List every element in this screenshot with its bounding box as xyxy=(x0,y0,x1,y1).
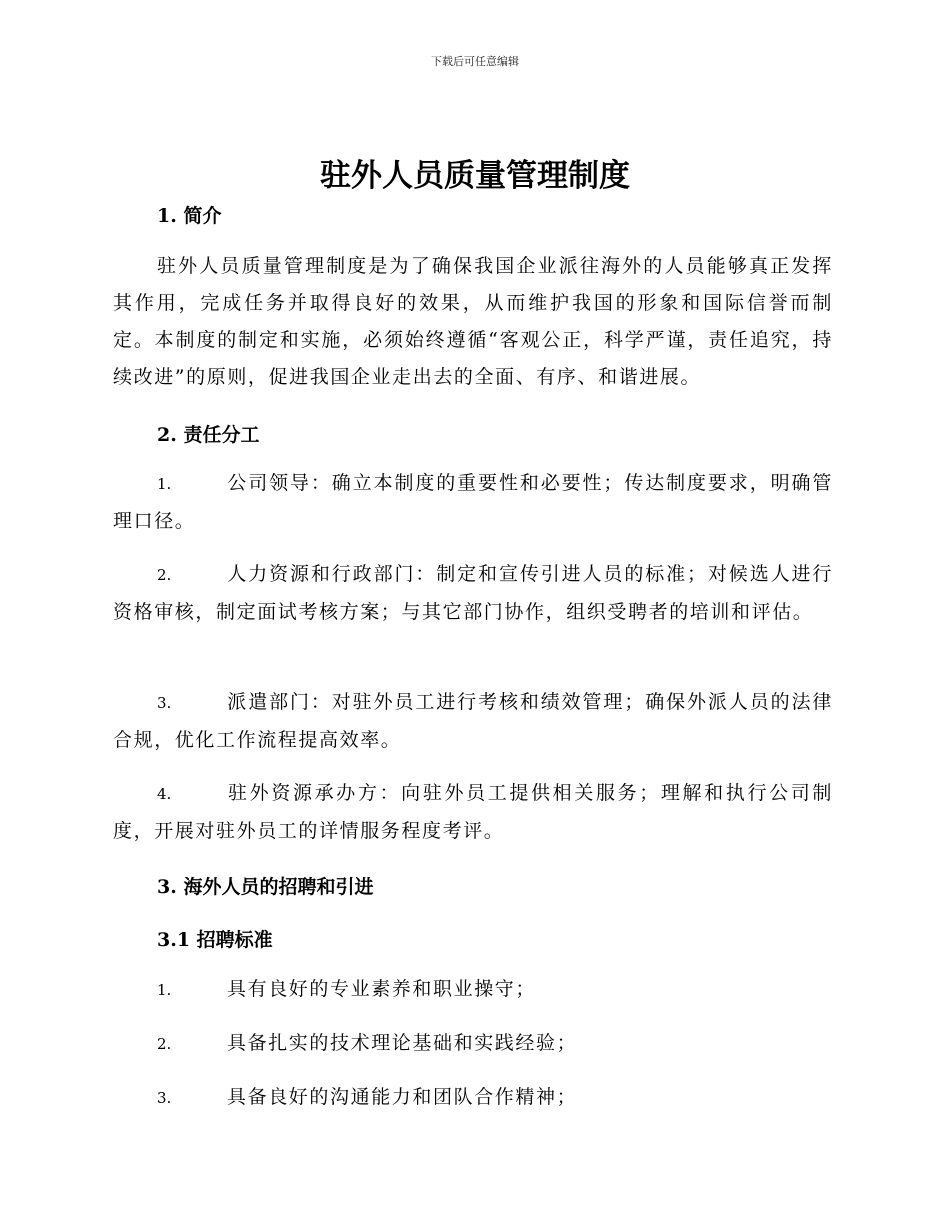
item-text: 具有良好的专业素养和职业操守； xyxy=(227,978,537,1000)
section-heading-responsibilities: 2. 责任分工 xyxy=(157,424,260,446)
intro-paragraph: 驻外人员质量管理制度是为了确保我国企业派往海外的人员能够真正发挥其作用，完成任务并取得良好的效果，从而维护我国的形象和国际信誉而制定。本制度的制定和实施，必须始终遵循“客观公正，科学严谨，责任追究，持续改进”的原则，促进我国企业走出去的全面、有序、和谐进展。 xyxy=(113,255,833,388)
item-number: 2. xyxy=(157,566,172,584)
item-number: 2. xyxy=(157,1035,172,1053)
section-heading-recruitment: 3. 海外人员的招聘和引进 xyxy=(157,876,374,898)
criteria-item xyxy=(113,971,833,1009)
item-number: 1. xyxy=(157,475,172,493)
item-text: 公司领导：确立本制度的重要性和必要性；传达制度要求，明确管理口径。 xyxy=(113,472,833,532)
item-text: 驻外资源承办方：向驻外员工提供相关服务；理解和执行公司制度，开展对驻外员工的详情服务程度考评。 xyxy=(113,782,833,842)
criteria-item xyxy=(113,1079,833,1117)
item-text: 人力资源和行政部门：制定和宣传引进人员的标准；对候选人进行资格审核，制定面试考核方案；与其它部门协作，组织受聘者的培训和评估。 xyxy=(113,563,833,623)
item-number: 3. xyxy=(157,1089,172,1107)
item-number: 1. xyxy=(157,981,172,999)
responsibility-item xyxy=(113,465,833,540)
document-title: 驻外人员质量管理制度 xyxy=(320,158,630,194)
item-text: 具备扎实的技术理论基础和实践经验； xyxy=(227,1032,578,1054)
responsibility-item xyxy=(113,775,833,850)
responsibility-item xyxy=(113,684,833,759)
responsibility-item xyxy=(113,556,833,631)
item-text: 派遣部门：对驻外员工进行考核和绩效管理；确保外派人员的法律合规，优化工作流程提高效率。 xyxy=(113,691,833,751)
section-heading-intro: 1. 简介 xyxy=(157,205,222,227)
item-number: 3. xyxy=(157,694,172,712)
item-text: 具备良好的沟通能力和团队合作精神； xyxy=(227,1086,578,1108)
item-number: 4. xyxy=(157,785,172,803)
header-note: 下载后可任意编辑 xyxy=(431,55,519,68)
criteria-item xyxy=(113,1025,833,1063)
subsection-heading-criteria: 3.1 招聘标准 xyxy=(157,929,273,951)
